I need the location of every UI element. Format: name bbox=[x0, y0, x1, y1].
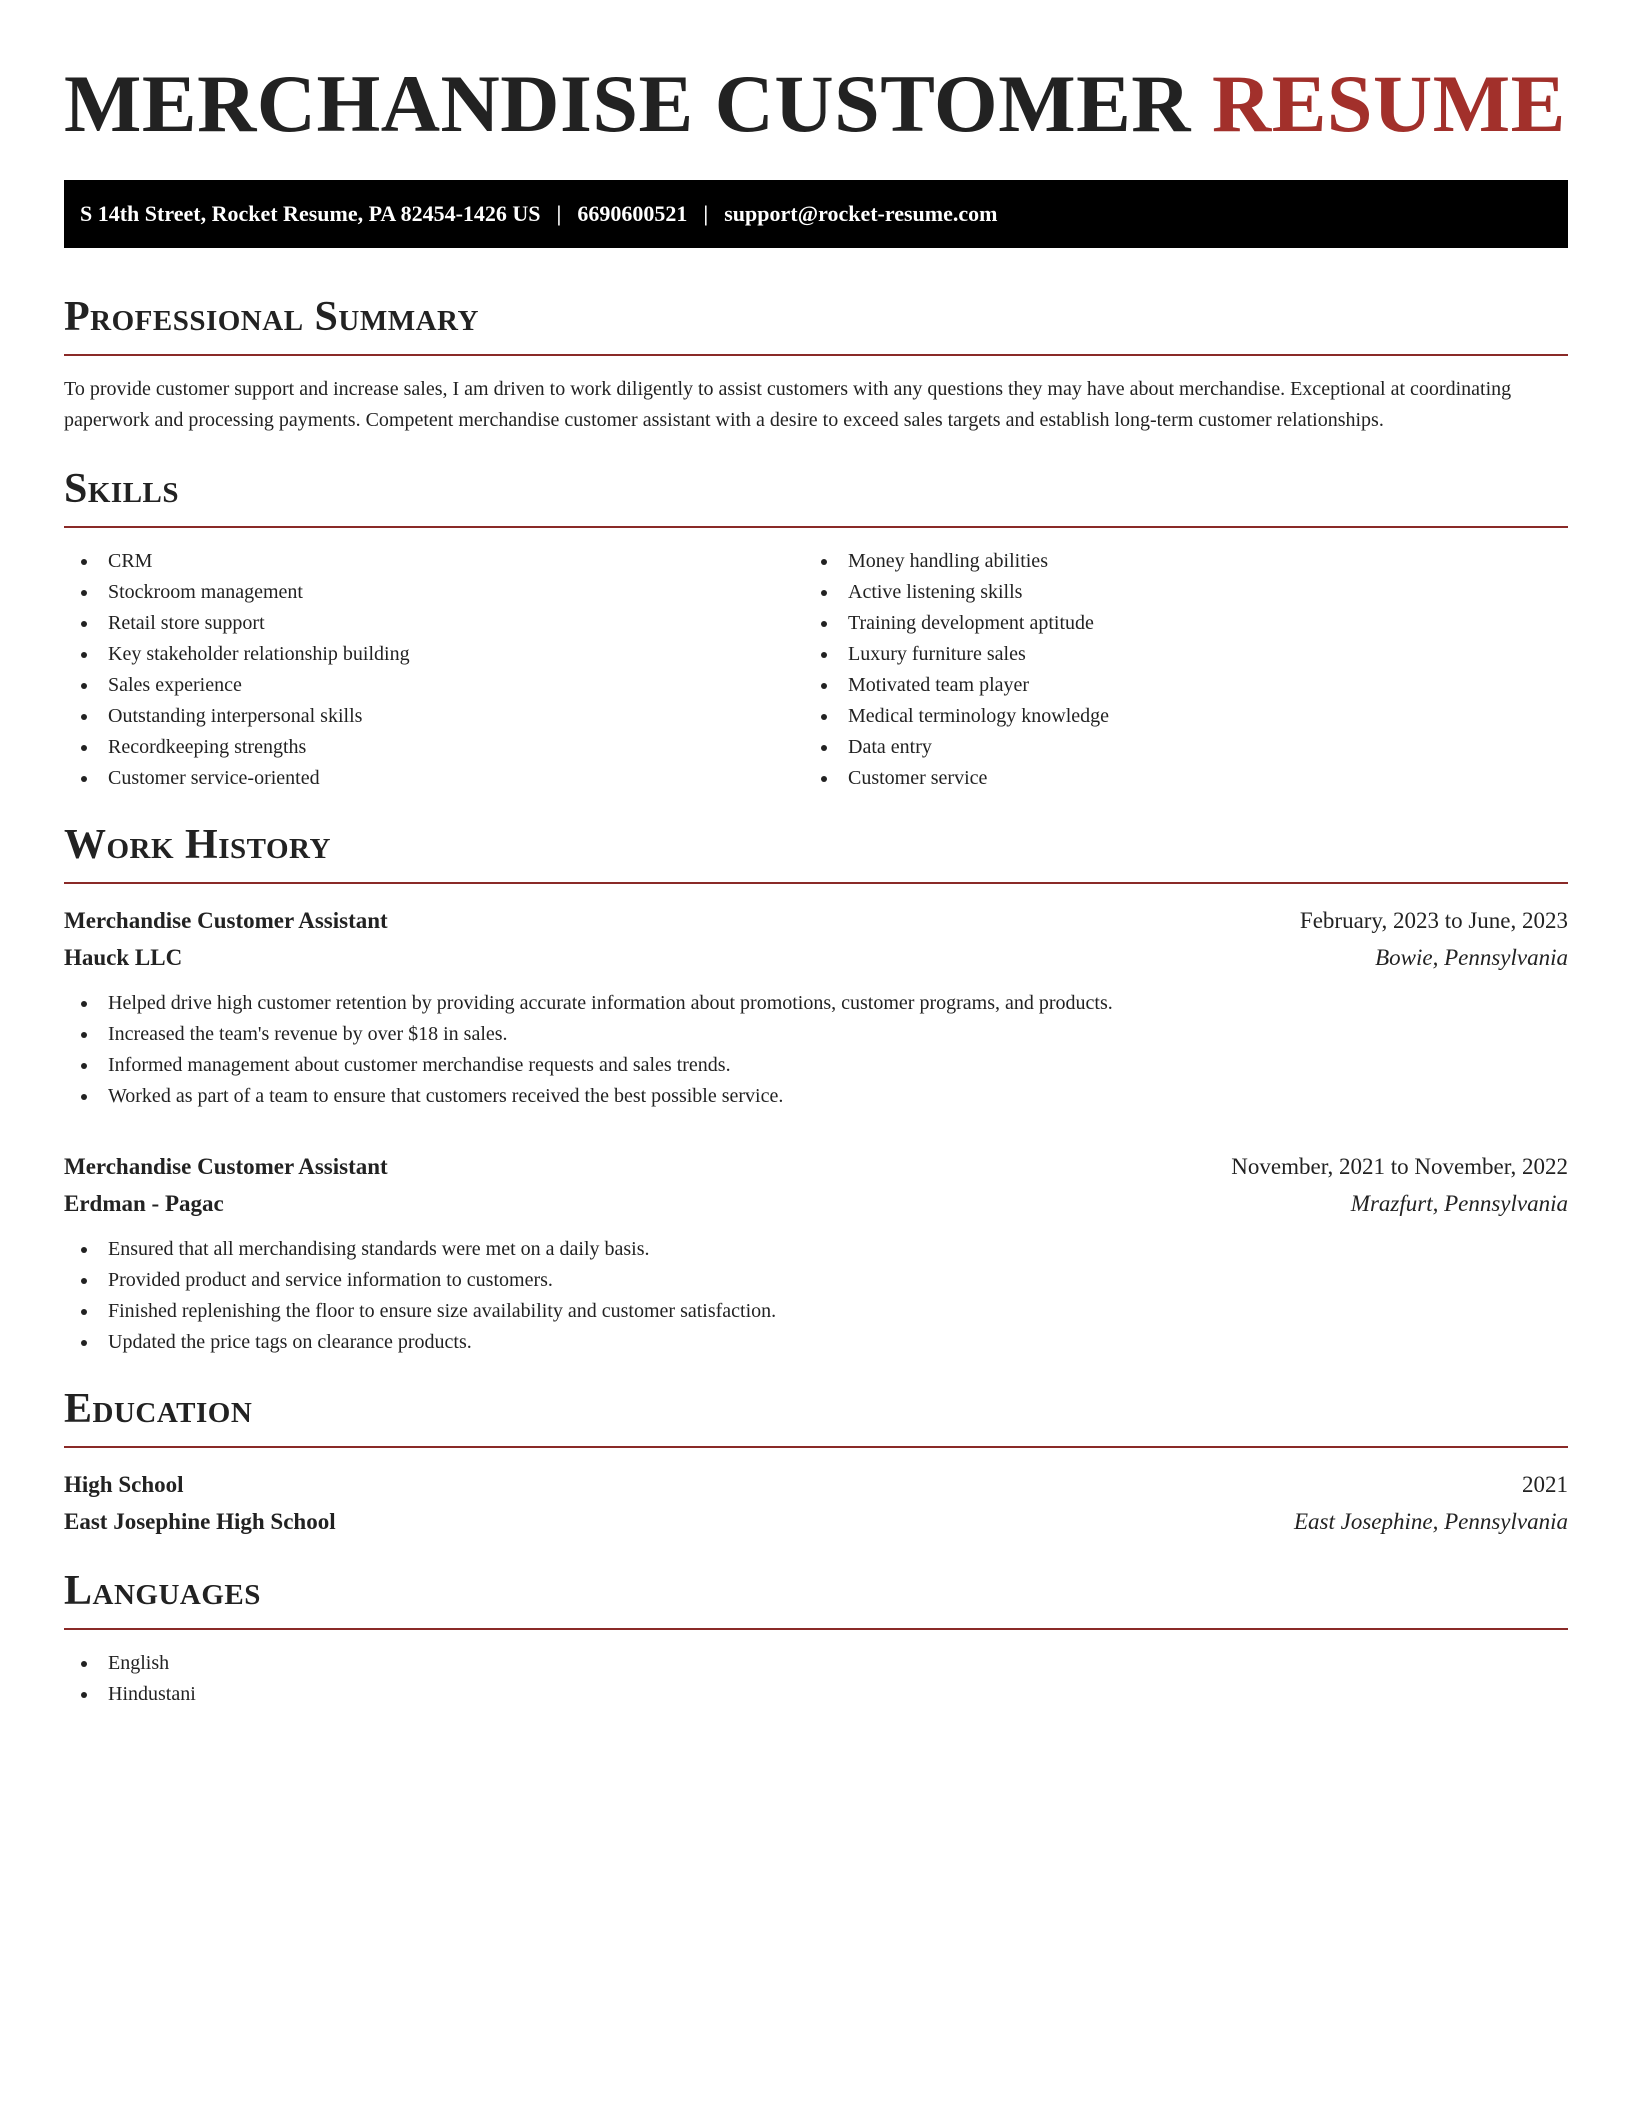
job-bullet: Informed management about customer merchandise requests and sales trends. bbox=[64, 1050, 1568, 1081]
skill-item: Luxury furniture sales bbox=[804, 639, 1544, 670]
language-item: Hindustani bbox=[64, 1679, 1568, 1710]
education-school: East Josephine High School bbox=[64, 1509, 336, 1534]
job-responsibilities bbox=[64, 988, 1568, 1112]
contact-address: S 14th Street, Rocket Resume, PA 82454-1426 US bbox=[80, 201, 541, 226]
skill-item: Money handling abilities bbox=[804, 546, 1544, 577]
summary-heading: Professional Summary bbox=[64, 294, 479, 340]
skill-item: Sales experience bbox=[64, 670, 804, 701]
skill-item: Stockroom management bbox=[64, 577, 804, 608]
contact-separator: | bbox=[703, 201, 709, 226]
job-bullet: Provided product and service information to customers. bbox=[64, 1265, 1568, 1296]
contact-phone: 6690600521 bbox=[577, 201, 688, 226]
education-entry bbox=[64, 1466, 1568, 1540]
skill-item: Retail store support bbox=[64, 608, 804, 639]
job-bullet: Ensured that all merchandising standards were met on a daily basis. bbox=[64, 1234, 1568, 1265]
skills-column-right bbox=[804, 546, 1544, 794]
languages-heading: Languages bbox=[64, 1568, 261, 1614]
title-main: MERCHANDISE CUSTOMER bbox=[64, 58, 1192, 149]
skill-item: Active listening skills bbox=[804, 577, 1544, 608]
job-bullet: Finished replenishing the floor to ensure size availability and customer satisfaction. bbox=[64, 1296, 1568, 1327]
section-divider bbox=[64, 1446, 1568, 1448]
skill-item: Customer service bbox=[804, 763, 1544, 794]
job-entry bbox=[64, 902, 1568, 1112]
languages-list bbox=[64, 1648, 1568, 1710]
skills-heading: Skills bbox=[64, 466, 180, 512]
skill-item: Data entry bbox=[804, 732, 1544, 763]
section-divider bbox=[64, 354, 1568, 356]
summary-text: To provide customer support and increase sales, I am driven to work diligently to assist customers with any questions they may have about merchandise. Exceptional at coordinating paperwork and processing payments. Competent merchandise customer assistant with a desire to exceed sales targets and establish long-term customer relationships. bbox=[64, 378, 1512, 431]
job-bullet: Worked as part of a team to ensure that customers received the best possible service. bbox=[64, 1081, 1568, 1112]
skills-grid bbox=[64, 546, 1568, 794]
summary-section bbox=[64, 292, 1568, 436]
skill-item: Customer service-oriented bbox=[64, 763, 804, 794]
skills-section bbox=[64, 464, 1568, 794]
contact-separator: | bbox=[556, 201, 562, 226]
work-history-section bbox=[64, 820, 1568, 1358]
skill-item: CRM bbox=[64, 546, 804, 577]
skill-item: Medical terminology knowledge bbox=[804, 701, 1544, 732]
job-responsibilities bbox=[64, 1234, 1568, 1358]
skill-item: Training development aptitude bbox=[804, 608, 1544, 639]
job-bullet: Increased the team's revenue by over $18 in sales. bbox=[64, 1019, 1568, 1050]
skill-item: Motivated team player bbox=[804, 670, 1544, 701]
education-location: East Josephine, Pennsylvania bbox=[1293, 1509, 1568, 1534]
job-bullet: Updated the price tags on clearance products. bbox=[64, 1327, 1568, 1358]
job-dates: November, 2021 to November, 2022 bbox=[1231, 1154, 1568, 1179]
skill-item: Outstanding interpersonal skills bbox=[64, 701, 804, 732]
languages-section bbox=[64, 1566, 1568, 1710]
job-company: Hauck LLC bbox=[64, 945, 183, 970]
education-section bbox=[64, 1384, 1568, 1540]
job-location: Bowie, Pennsylvania bbox=[1375, 945, 1568, 970]
section-divider bbox=[64, 882, 1568, 884]
education-year: 2021 bbox=[1522, 1472, 1568, 1497]
skills-column-left bbox=[64, 546, 804, 794]
job-title: Merchandise Customer Assistant bbox=[64, 1154, 388, 1179]
work-history-heading: Work History bbox=[64, 822, 331, 868]
skill-item: Key stakeholder relationship building bbox=[64, 639, 804, 670]
job-bullet: Helped drive high customer retention by providing accurate information about promotions, customer programs, and products. bbox=[64, 988, 1568, 1019]
section-divider bbox=[64, 1628, 1568, 1630]
section-divider bbox=[64, 526, 1568, 528]
resume-title bbox=[64, 0, 1568, 150]
job-entry bbox=[64, 1148, 1568, 1358]
title-accent: RESUME bbox=[1212, 58, 1566, 149]
job-dates: February, 2023 to June, 2023 bbox=[1299, 908, 1568, 933]
education-degree: High School bbox=[64, 1472, 184, 1497]
education-heading: Education bbox=[64, 1386, 253, 1432]
job-location: Mrazfurt, Pennsylvania bbox=[1350, 1191, 1568, 1216]
language-item: English bbox=[64, 1648, 1568, 1679]
skill-item: Recordkeeping strengths bbox=[64, 732, 804, 763]
job-company: Erdman - Pagac bbox=[64, 1191, 224, 1216]
contact-email: support@rocket-resume.com bbox=[724, 201, 998, 226]
job-title: Merchandise Customer Assistant bbox=[64, 908, 388, 933]
contact-bar bbox=[64, 180, 1568, 248]
